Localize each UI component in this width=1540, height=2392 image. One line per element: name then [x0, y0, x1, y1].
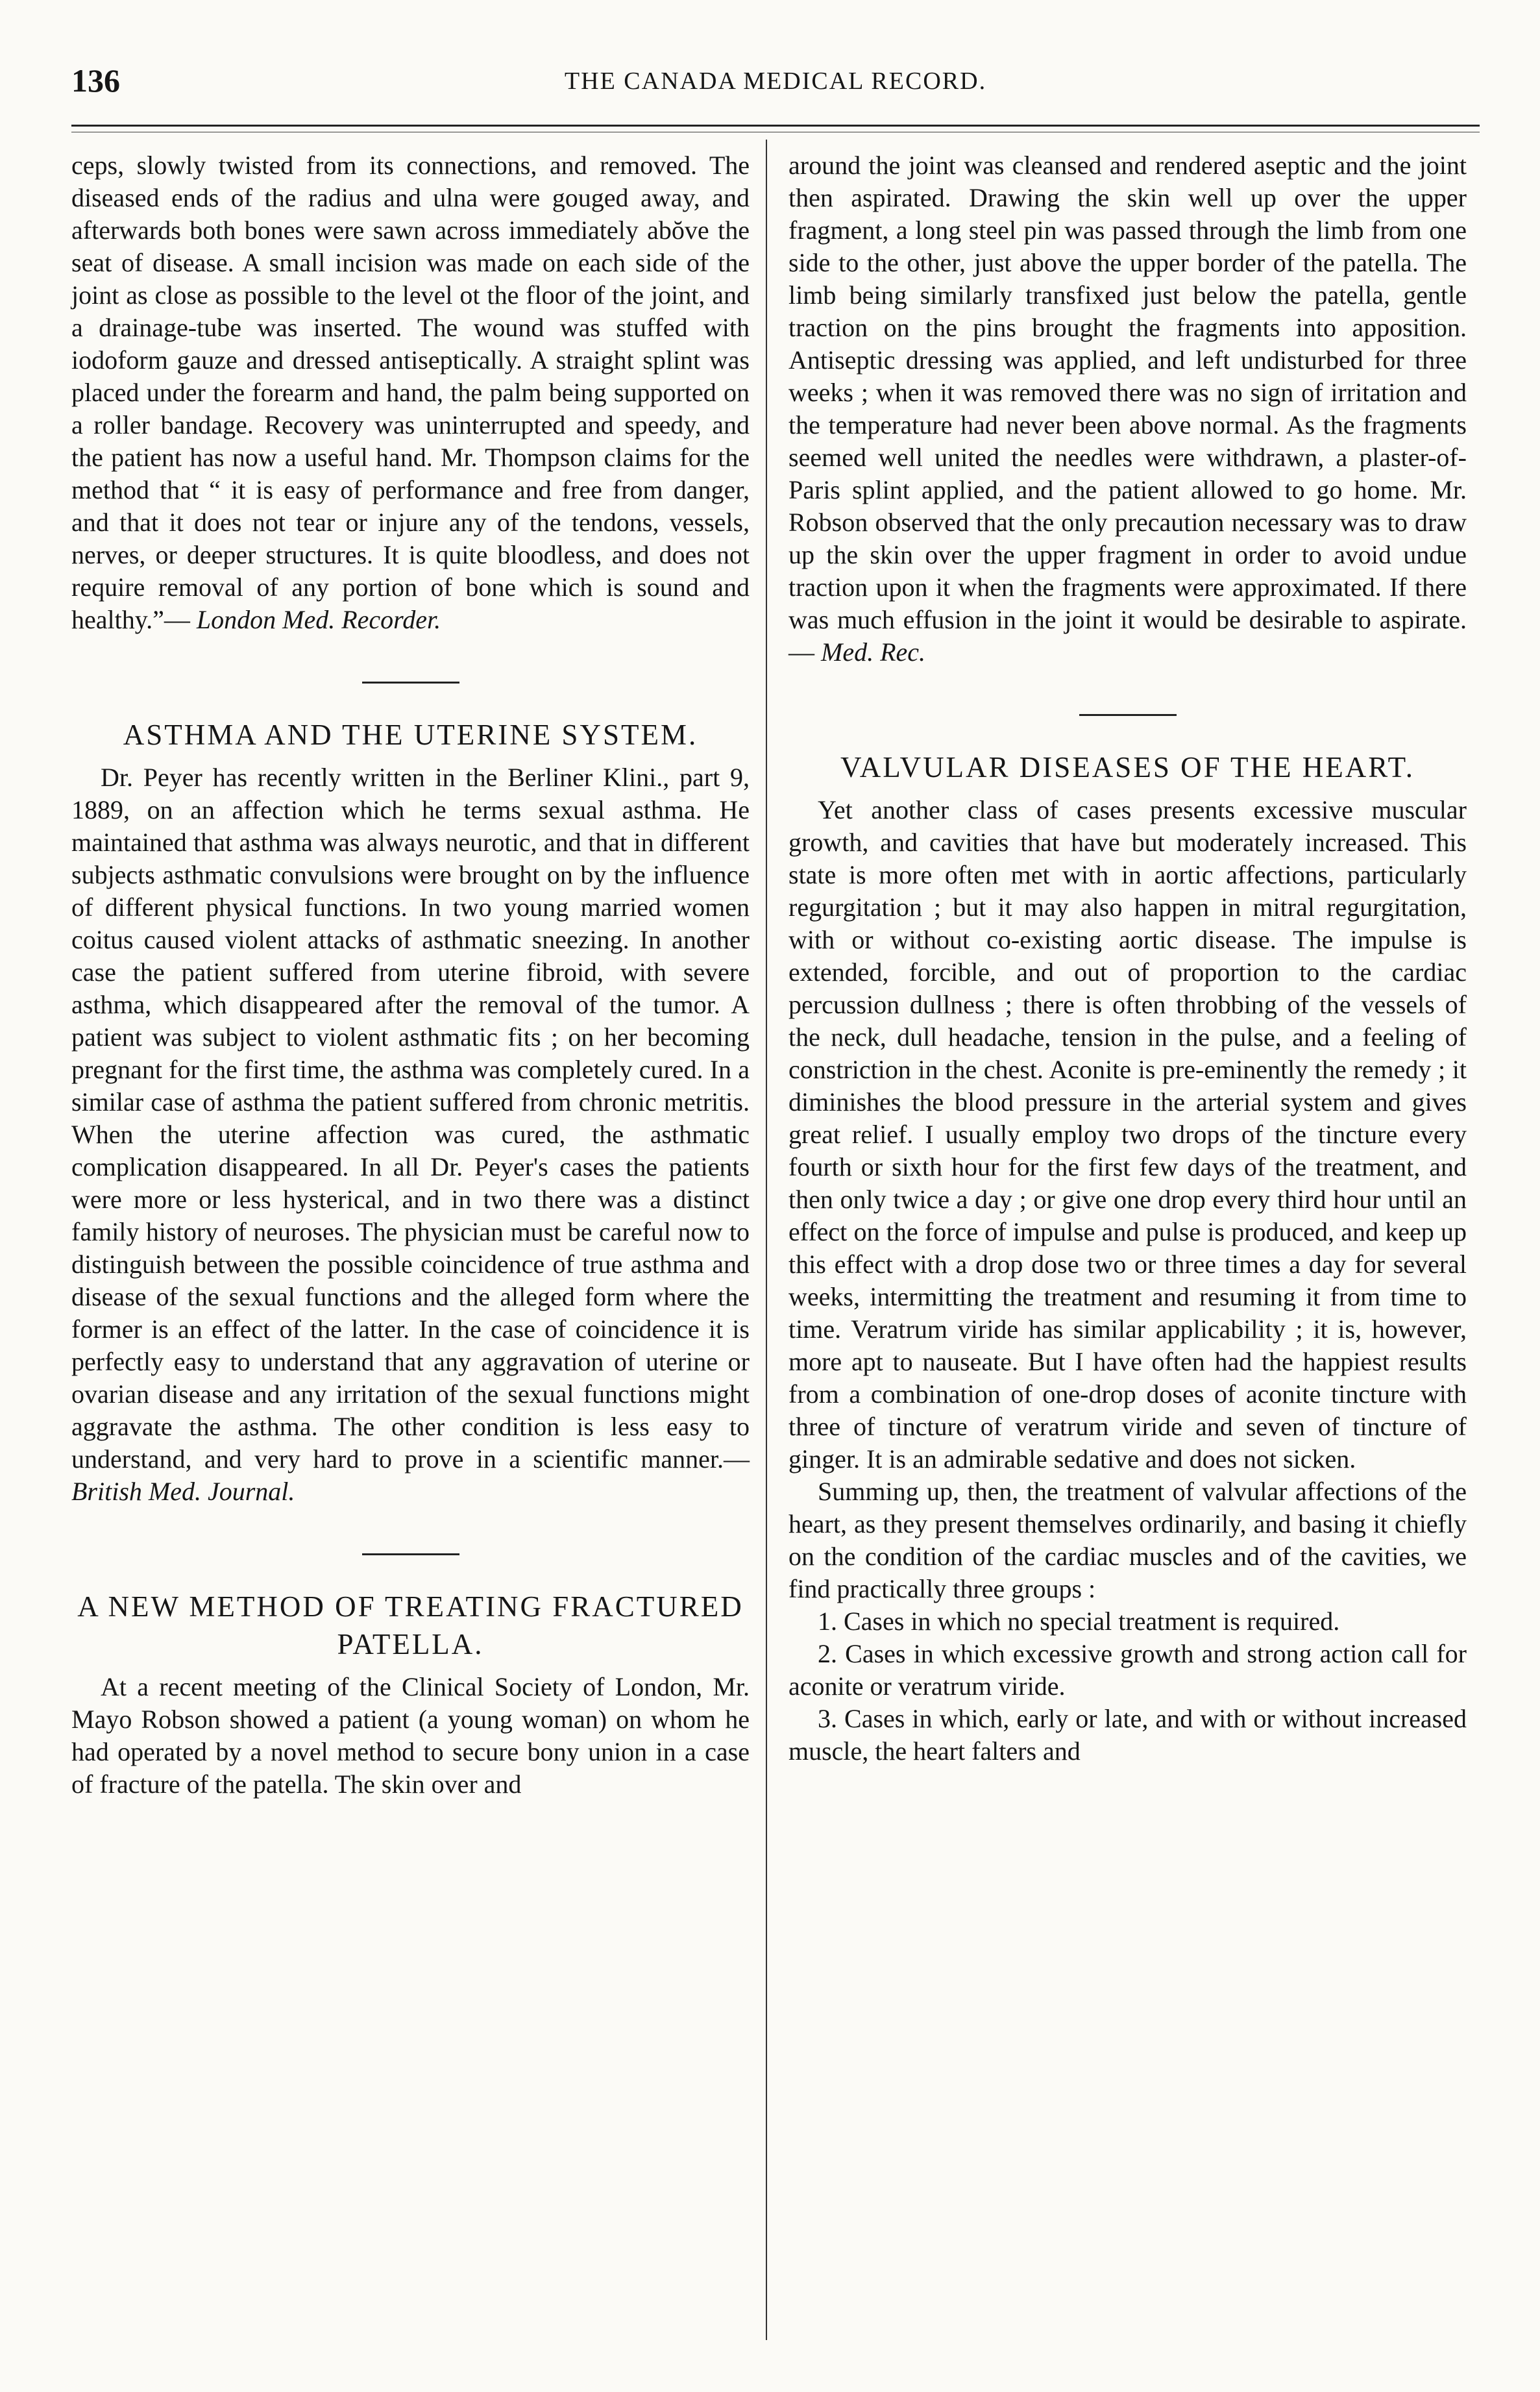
patella-continuation: [788, 149, 1467, 669]
running-header: [71, 62, 1480, 114]
valvular-paragraph-1: Yet another class of cases presents excessive muscular growth, and cavities that have but moderately increased. This state is more often met with in aortic affections, particularly regurgitation ; but it may also happen in mitral regurgitation, with or without co-existing aortic disease. The impulse is extended, forcible, and out of proportion to the cardiac percussion dullness ; there is often throbbing of the vessels of the neck, dull headache, tension in the pulse, and a feeling of constriction in the chest. Aconite is pre-eminently the remedy ; it diminishes the blood pressure in the arterial system and gives great relief. I usually employ two drops of the tincture every fourth or sixth hour for the first few days of the treatment, and then only twice a day ; or give one drop every third hour until an effect on the force of impulse and pulse is produced, and keep up this effect with a drop dose two or three times a day for several weeks, intermitting the treatment and resuming it from time to time. Veratrum viride has similar applicability ; it is, however, more apt to nauseate. But I have often had the happiest results from a combination of one-drop doses of aconite tincture with three of tincture of veratrum viride and seven of tincture of ginger. It is an admirable sedative and does not sicken.: [788, 795, 1467, 1473]
asthma-text: Dr. Peyer has recently written in the Berliner Klini., part 9, 1889, on an affection which he terms sexual asthma. He maintained that asthma was always neurotic, and that in different subjects asthmatic convulsions were brought on by the influence of different physical functions. In two young married women coitus caused violent attacks of asthmatic sneezing. In another case the patient suffered from uterine fibroid, with severe asthma, which disappeared after the removal of the tumor. A patient was subject to violent asthmatic fits ; on her becoming pregnant for the first time, the asthma was completely cured. In a similar case of asthma the patient suffered from chronic metritis. When the uterine affection was cured, the asthmatic complication disappeared. In all Dr. Peyer's cases the patients were more or less hysterical, and in two there was a distinct family history of neuroses. The physician must be careful now to distinguish between the possible coincidence of true asthma and disease of the sexual functions and the alleged form where the former is an effect of the latter. In the case of coincidence it is perfectly easy to understand that any aggravation of uterine or ovarian disease and any irritation of the sexual functions might aggravate the asthma. The other condition is less easy to understand, and very hard to prove in a scientific manner.—: [71, 763, 750, 1473]
page-number: 136: [71, 62, 120, 99]
patella-cont-text: around the joint was cleansed and rendered aseptic and the joint then aspirated. Drawing the skin well up over the upper fragment, a long steel pin was passed through the limb from one side to the other, just above the upper border of the patella. The limb being similarly transfixed just below the patella, gentle traction on the pins brought the fragments into apposition. Antiseptic dressing was applied, and left undisturbed for three weeks ; when it was removed there was no sign of irritation and the temperature had never been above normal. As the fragments seemed well united the needles were withdrawn, a plaster-of-Paris splint applied, and the patient allowed to go home. Mr. Robson observed that the only precaution necessary was to draw up the skin over the upper fragment in order to avoid undue traction upon it when the fragments were approximated. If there was much effusion in the joint it would be desirable to aspirate.—: [788, 151, 1467, 667]
header-rule: [71, 125, 1480, 127]
asthma-source: British Med. Journal.: [71, 1477, 295, 1506]
section-separator: [362, 682, 459, 684]
article-heading-valvular: VALVULAR DISEASES OF THE HEART.: [840, 751, 1415, 783]
patella-paragraph: At a recent meeting of the Clinical Society of London, Mr. Mayo Robson showed a patient (a young woman) on whom he had operated by a novel method to secure bony union in a case of fracture of the patella. The skin over and: [71, 1672, 750, 1799]
section-separator: [1079, 714, 1177, 716]
valvular-paragraph-2: Summing up, then, the treatment of valvular affections of the heart, as they present themselves ordinarily, and basing it chiefly on the condition of the cardiac muscles and of the cavities, we find practically three groups :: [788, 1477, 1467, 1603]
list-item: 1. Cases in which no special treatment is required.: [818, 1607, 1340, 1636]
left-column: [71, 149, 750, 1801]
patella-source: Med. Rec.: [821, 637, 926, 667]
article-heading-patella: A NEW METHOD OF TREATING FRACTURED PATELLA.: [77, 1590, 744, 1660]
column-divider: [766, 140, 767, 2340]
right-column: [788, 149, 1467, 1768]
list-item: 3. Cases in which, early or late, and with or without increased muscle, the heart falters and: [788, 1704, 1467, 1766]
list-item: 2. Cases in which excessive growth and strong action call for aconite or veratrum viride.: [788, 1639, 1467, 1701]
asthma-paragraph: [71, 761, 750, 1508]
article-heading-asthma: ASTHMA AND THE UTERINE SYSTEM.: [123, 719, 698, 751]
continuation-text: ceps, slowly twisted from its connections, and removed. The diseased ends of the radius and ulna were gouged away, and afterwards both bones were sawn across immediately abŏve the seat of disease. A small incision was made on each side of the joint as close as possible to the level ot the floor of the joint, and a drainage-tube was inserted. The wound was stuffed with iodoform gauze and dressed antiseptically. A straight splint was placed under the forearm and hand, the palm being supported on a roller bandage. Recovery was uninterrupted and speedy, and the patient has now a useful hand. Mr. Thompson claims for the method that “ it is easy of performance and free from danger, and that it does not tear or injure any of the tendons, vessels, nerves, or deeper structures. It is quite bloodless, and does not require removal of any portion of bone which is sound and healthy.”—: [71, 151, 750, 634]
journal-title: THE CANADA MEDICAL RECORD.: [564, 68, 987, 95]
article-continuation: [71, 149, 750, 636]
source-citation: London Med. Recorder.: [196, 605, 441, 634]
section-separator: [362, 1553, 459, 1555]
